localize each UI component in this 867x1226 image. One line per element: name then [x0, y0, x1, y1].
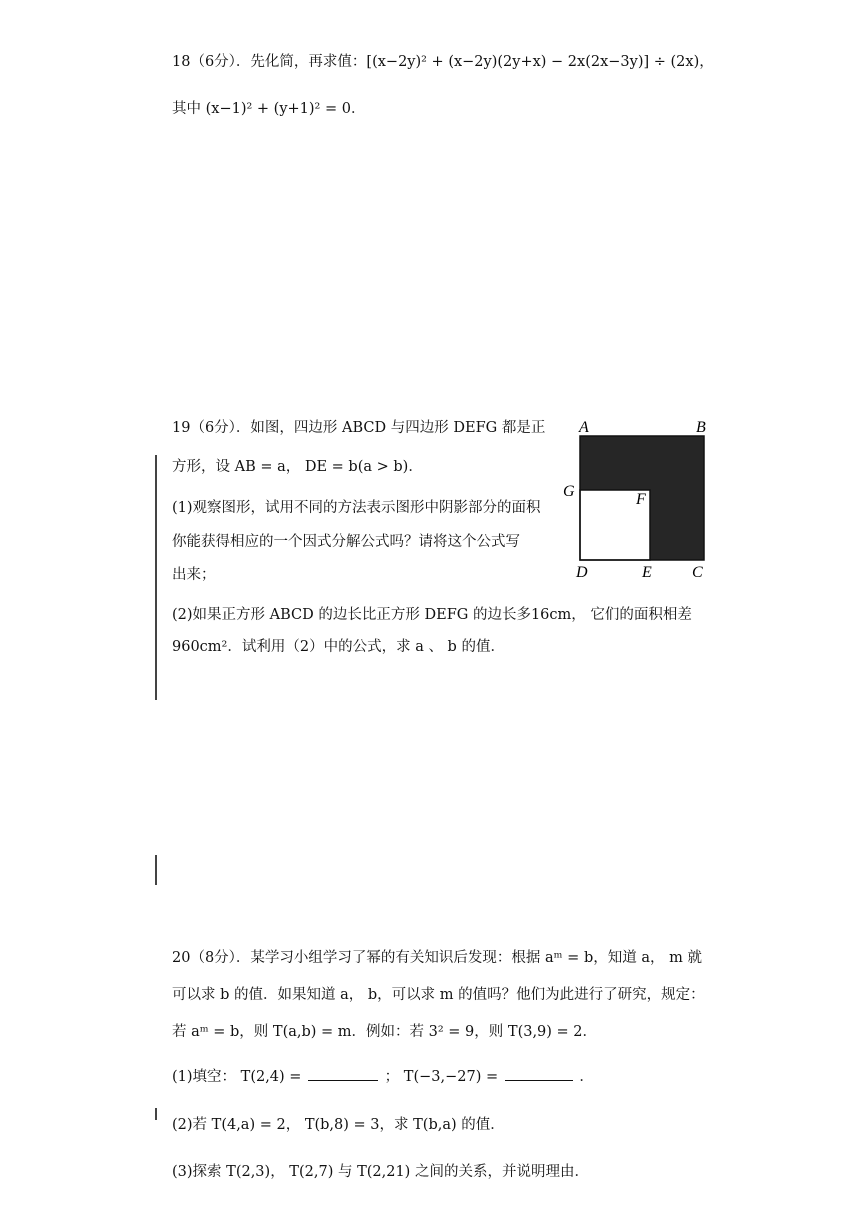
q19-line4: 你能获得相应的一个因式分解公式吗？请将这个公式写: [172, 534, 520, 550]
margin-bar: [155, 455, 157, 700]
answer-blank-2[interactable]: [505, 1068, 573, 1081]
label-f: F: [636, 491, 646, 508]
label-b: B: [696, 419, 706, 436]
q20-line2: 可以求 b 的值．如果知道 a， b，可以求 m 的值吗？他们为此进行了研究，规定：: [172, 987, 705, 1003]
q20-part1-text-b: ； T(−3,−27) =: [384, 1069, 499, 1085]
q19-line1: 19（6分）．如图，四边形 ABCD 与四边形 DEFG 都是正: [172, 420, 546, 436]
margin-bar: [155, 1108, 157, 1120]
q19-line7: 960cm²．试利用（2）中的公式，求 a 、 b 的值．: [172, 639, 505, 655]
q20-line3: 若 aᵐ = b，则 T(a,b) = m．例如：若 3² = 9，则 T(3,9) = 2．: [172, 1024, 598, 1040]
q19-line2: 方形，设 AB = a， DE = b(a > b)．: [172, 459, 423, 475]
q20-line4: [172, 1067, 594, 1087]
q20-line1: 20（8分）．某学习小组学习了幂的有关知识后发现：根据 aᵐ = b，知道 a， m 就: [172, 950, 702, 966]
q20-line5: (2)若 T(4,a) = 2， T(b,8) = 3，求 T(b,a) 的值．: [172, 1117, 505, 1133]
q19-line3: (1)观察图形，试用不同的方法表示图形中阴影部分的面积: [172, 500, 541, 516]
square-figure: [563, 414, 712, 584]
margin-bar: [155, 855, 157, 885]
label-e: E: [642, 564, 652, 581]
q20-part1-text-a: (1)填空： T(2,4) =: [172, 1069, 302, 1085]
q18-line1: 18（6分）．先化简，再求值：[(x−2y)² + (x−2y)(2y+x) − 2x(2x−3y)] ÷ (2x)，: [172, 54, 714, 70]
answer-blank-1[interactable]: [308, 1068, 378, 1081]
label-c: C: [692, 564, 703, 581]
q19-line5: 出来；: [172, 567, 216, 583]
label-g: G: [563, 483, 575, 500]
q20-line6: (3)探索 T(2,3)， T(2,7) 与 T(2,21) 之间的关系，并说明理由．: [172, 1164, 589, 1180]
q19-line6: (2)如果正方形 ABCD 的边长比正方形 DEFG 的边长多16cm， 它们的面积相差: [172, 607, 692, 623]
label-d: D: [576, 564, 588, 581]
q18-line2: 其中 (x−1)² + (y+1)² = 0．: [172, 101, 366, 117]
q20-part1-text-c: ．: [579, 1069, 594, 1085]
label-a: A: [579, 419, 589, 436]
